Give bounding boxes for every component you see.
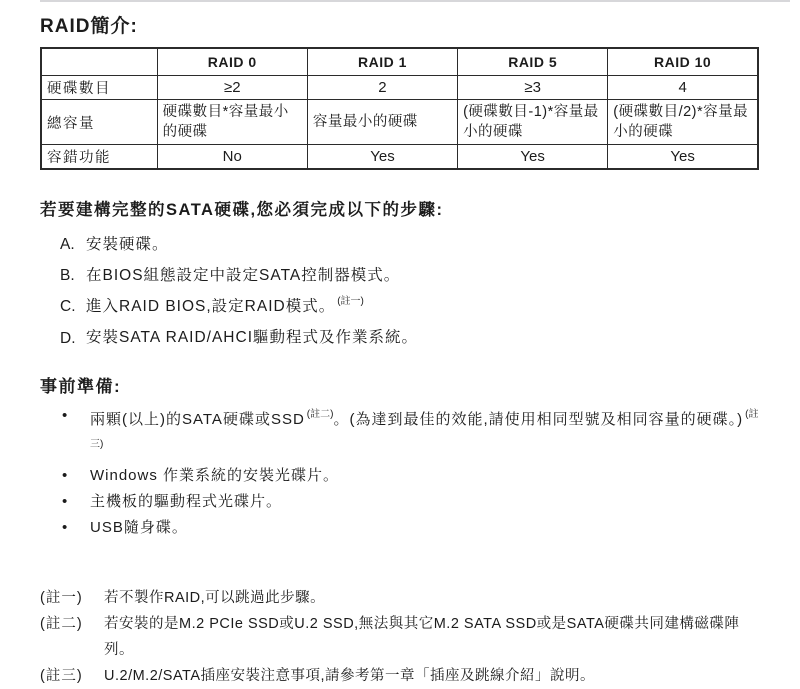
step-text: 安裝硬碟。 <box>86 236 169 254</box>
page-title: RAID簡介: <box>40 16 138 37</box>
footnote-text: U.2/M.2/SATA插座安裝注意事項,請參考第一章「插座及跳線介紹」說明。 <box>104 667 596 684</box>
page-top-divider <box>40 0 790 2</box>
footnote-label: (註三) <box>40 667 83 684</box>
list-item-text: USB隨身碟。 <box>90 518 188 536</box>
step-text: 在BIOS組態設定中設定SATA控制器模式。 <box>86 267 401 285</box>
setup-step-b <box>40 258 767 289</box>
preparation-heading: 事前準備: <box>40 376 122 396</box>
table-header-empty <box>41 48 157 76</box>
step-label: A. <box>60 236 75 254</box>
cell-drive-count-raid0: ≥2 <box>157 76 307 100</box>
table-header-row <box>41 48 758 76</box>
cell-fault-raid5: Yes <box>458 145 608 170</box>
table-header-raid1: RAID 1 <box>307 48 457 76</box>
step-label: D. <box>60 329 76 347</box>
list-item-text: 兩顆(以上)的SATA硬碟或SSD $^{(註二)}$。(為達到最佳的效能,請使用相同型號及相同容量的硬碟。) $^{(註三)}$ <box>90 408 759 450</box>
footnotes <box>40 585 767 689</box>
step-label: B. <box>60 267 75 285</box>
note-ref-2: (註二) <box>306 408 334 420</box>
cell-capacity-raid1: 容量最小的硬碟 <box>307 100 457 145</box>
setup-steps-heading: 若要建構完整的SATA硬碟,您必須完成以下的步驟: <box>40 201 444 219</box>
setup-step-d <box>40 320 767 351</box>
cell-drive-count-raid5: ≥3 <box>458 76 608 100</box>
row-label-capacity: 總容量 <box>41 100 157 145</box>
cell-capacity-raid5: (硬碟數目-1)*容量最小的硬碟 <box>458 100 608 145</box>
cell-capacity-raid0: 硬碟數目*容量最小的硬碟 <box>157 100 307 145</box>
bullet-icon: • <box>62 466 69 484</box>
row-label-fault-tolerance: 容錯功能 <box>41 145 157 170</box>
footnote-text: 若安裝的是M.2 PCIe SSD或U.2 SSD,無法與其它M.2 SATA SSD或是SATA硬碟共同建構磁碟陣列。 <box>104 615 740 658</box>
table-row-drive-count <box>41 76 758 100</box>
table-header-raid0: RAID 0 <box>157 48 307 76</box>
list-item-drives <box>40 403 767 463</box>
list-item-windows-disc <box>40 463 767 489</box>
step-label: C. <box>60 298 76 316</box>
cell-fault-raid0: No <box>157 145 307 170</box>
footnote-label: (註二) <box>40 615 83 632</box>
list-item-driver-disc <box>40 489 767 515</box>
table-row-fault-tolerance <box>41 145 758 170</box>
footnote-label: (註一) <box>40 589 83 606</box>
footnote-2 <box>40 611 767 663</box>
list-item-usb-drive <box>40 515 767 541</box>
setup-step-c <box>40 289 767 320</box>
setup-steps-list <box>40 227 767 352</box>
note-ref-3: (註三) <box>90 408 759 450</box>
footnote-1 <box>40 585 767 611</box>
raid-comparison-table <box>40 47 759 170</box>
cell-fault-raid10: Yes <box>608 145 758 170</box>
cell-capacity-raid10: (硬碟數目/2)*容量最小的硬碟 <box>608 100 758 145</box>
table-row-capacity <box>41 100 758 145</box>
step-text: 安裝SATA RAID/AHCI驅動程式及作業系統。 <box>86 329 419 347</box>
preparation-list <box>40 403 767 541</box>
bullet-icon: • <box>62 518 69 536</box>
row-label-drive-count: 硬碟數目 <box>41 76 157 100</box>
note-ref-1: (註一) <box>337 296 364 308</box>
footnote-3 <box>40 663 767 689</box>
cell-fault-raid1: Yes <box>307 145 457 170</box>
setup-step-a <box>40 227 767 258</box>
list-item-text: 主機板的驅動程式光碟片。 <box>90 492 283 510</box>
cell-drive-count-raid1: 2 <box>307 76 457 100</box>
cell-drive-count-raid10: 4 <box>608 76 758 100</box>
table-header-raid10: RAID 10 <box>608 48 758 76</box>
bullet-icon: • <box>62 406 69 424</box>
bullet-icon: • <box>62 492 69 510</box>
step-text: 進入RAID BIOS,設定RAID模式。 <box>86 298 336 316</box>
table-header-raid5: RAID 5 <box>458 48 608 76</box>
footnote-text: 若不製作RAID,可以跳過此步驟。 <box>104 589 326 606</box>
list-item-text: Windows 作業系統的安裝光碟片。 <box>90 466 340 484</box>
